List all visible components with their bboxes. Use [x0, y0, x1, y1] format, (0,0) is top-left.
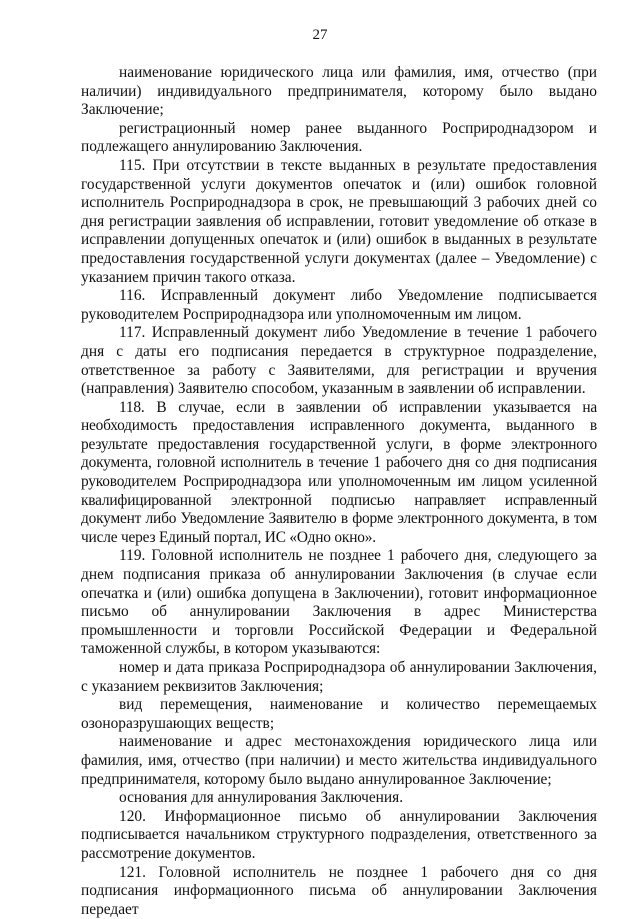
paragraph-order-number: номер и дата приказа Росприроднадзора об аннулировании Заключения, с указанием реквизитов Заключения;: [81, 659, 597, 695]
document-body: [81, 64, 597, 919]
paragraph-movement-type: вид перемещения, наименование и количество перемещаемых озоноразрушающих веществ;: [81, 696, 597, 732]
paragraph-116: 116. Исправленный документ либо Уведомление подписывается руководителем Росприроднадзора или уполномоченным им лицом.: [81, 287, 597, 323]
paragraph-121: 121. Головной исполнитель не позднее 1 рабочего дня со дня подписания информационного письма об аннулировании Заключения передает: [81, 863, 597, 918]
paragraph-120: 120. Информационное письмо об аннулировании Заключения подписывается начальником структурного подразделения, ответственного за рассмотрение документов.: [81, 807, 597, 862]
paragraph-registration-number: регистрационный номер ранее выданного Росприроднадзором и подлежащего аннулированию Заключения.: [81, 119, 597, 156]
paragraph-119: 119. Головной исполнитель не позднее 1 рабочего дня, следующего за днем подписания приказа об аннулировании Заключения (в случае если опечатка и (или) ошибка допущена в Заключении), готовит информационное письмо об аннулировании Заключения в адрес Министерства промышленности и торговли Российской Федерации и Федеральной таможенной службы, в котором указываются:: [81, 547, 597, 658]
paragraph-legal-entity: наименование и адрес местонахождения юридического лица или фамилия, имя, отчество (при наличии) и место жительства индивидуального предпринимателя, которому было выдано аннулированное Заключение;: [81, 733, 597, 788]
paragraph-118: 118. В случае, если в заявлении об исправлении указывается на необходимость предоставления исправленного документа, выданного в результате предоставления государственной услуги, в форме электронного документа, головной исполнитель в течение 1 рабочего дня со дня подписания руководителем Росприроднадзора или уполномоченным им лицом усиленной квалифицированной электронной подписью направляет исправленный документ либо Уведомление Заявителю в форме электронного документа, в том числе через Единый портал, ИС «Одно окно».: [81, 398, 597, 546]
paragraph-117: 117. Исправленный документ либо Уведомление в течение 1 рабочего дня с даты его подписания передается в структурное подразделение, ответственное за работу с Заявителями, для регистрации и вручения (направления) Заявителю способом, указанным в заявлении об исправлении.: [81, 324, 597, 398]
page-number: 27: [312, 27, 328, 43]
paragraph-applicant-name: наименование юридического лица или фамилия, имя, отчество (при наличии) индивидуального предпринимателя, которому было выдано Заключение;: [81, 64, 597, 119]
paragraph-grounds: основания для аннулирования Заключения.: [119, 789, 404, 807]
paragraph-115: 115. При отсутствии в тексте выданных в результате предоставления государственной услуги документов опечаток и (или) ошибок головной исполнитель Росприроднадзора в срок, не превышающий 3 рабочих дней со дня регистрации заявления об исправлении, готовит уведомление об отказе в исправлении допущенных опечаток и (или) ошибок в выданных в результате предоставления государственной услуги документах (далее – Уведомление) с указанием причин такого отказа.: [81, 156, 597, 286]
